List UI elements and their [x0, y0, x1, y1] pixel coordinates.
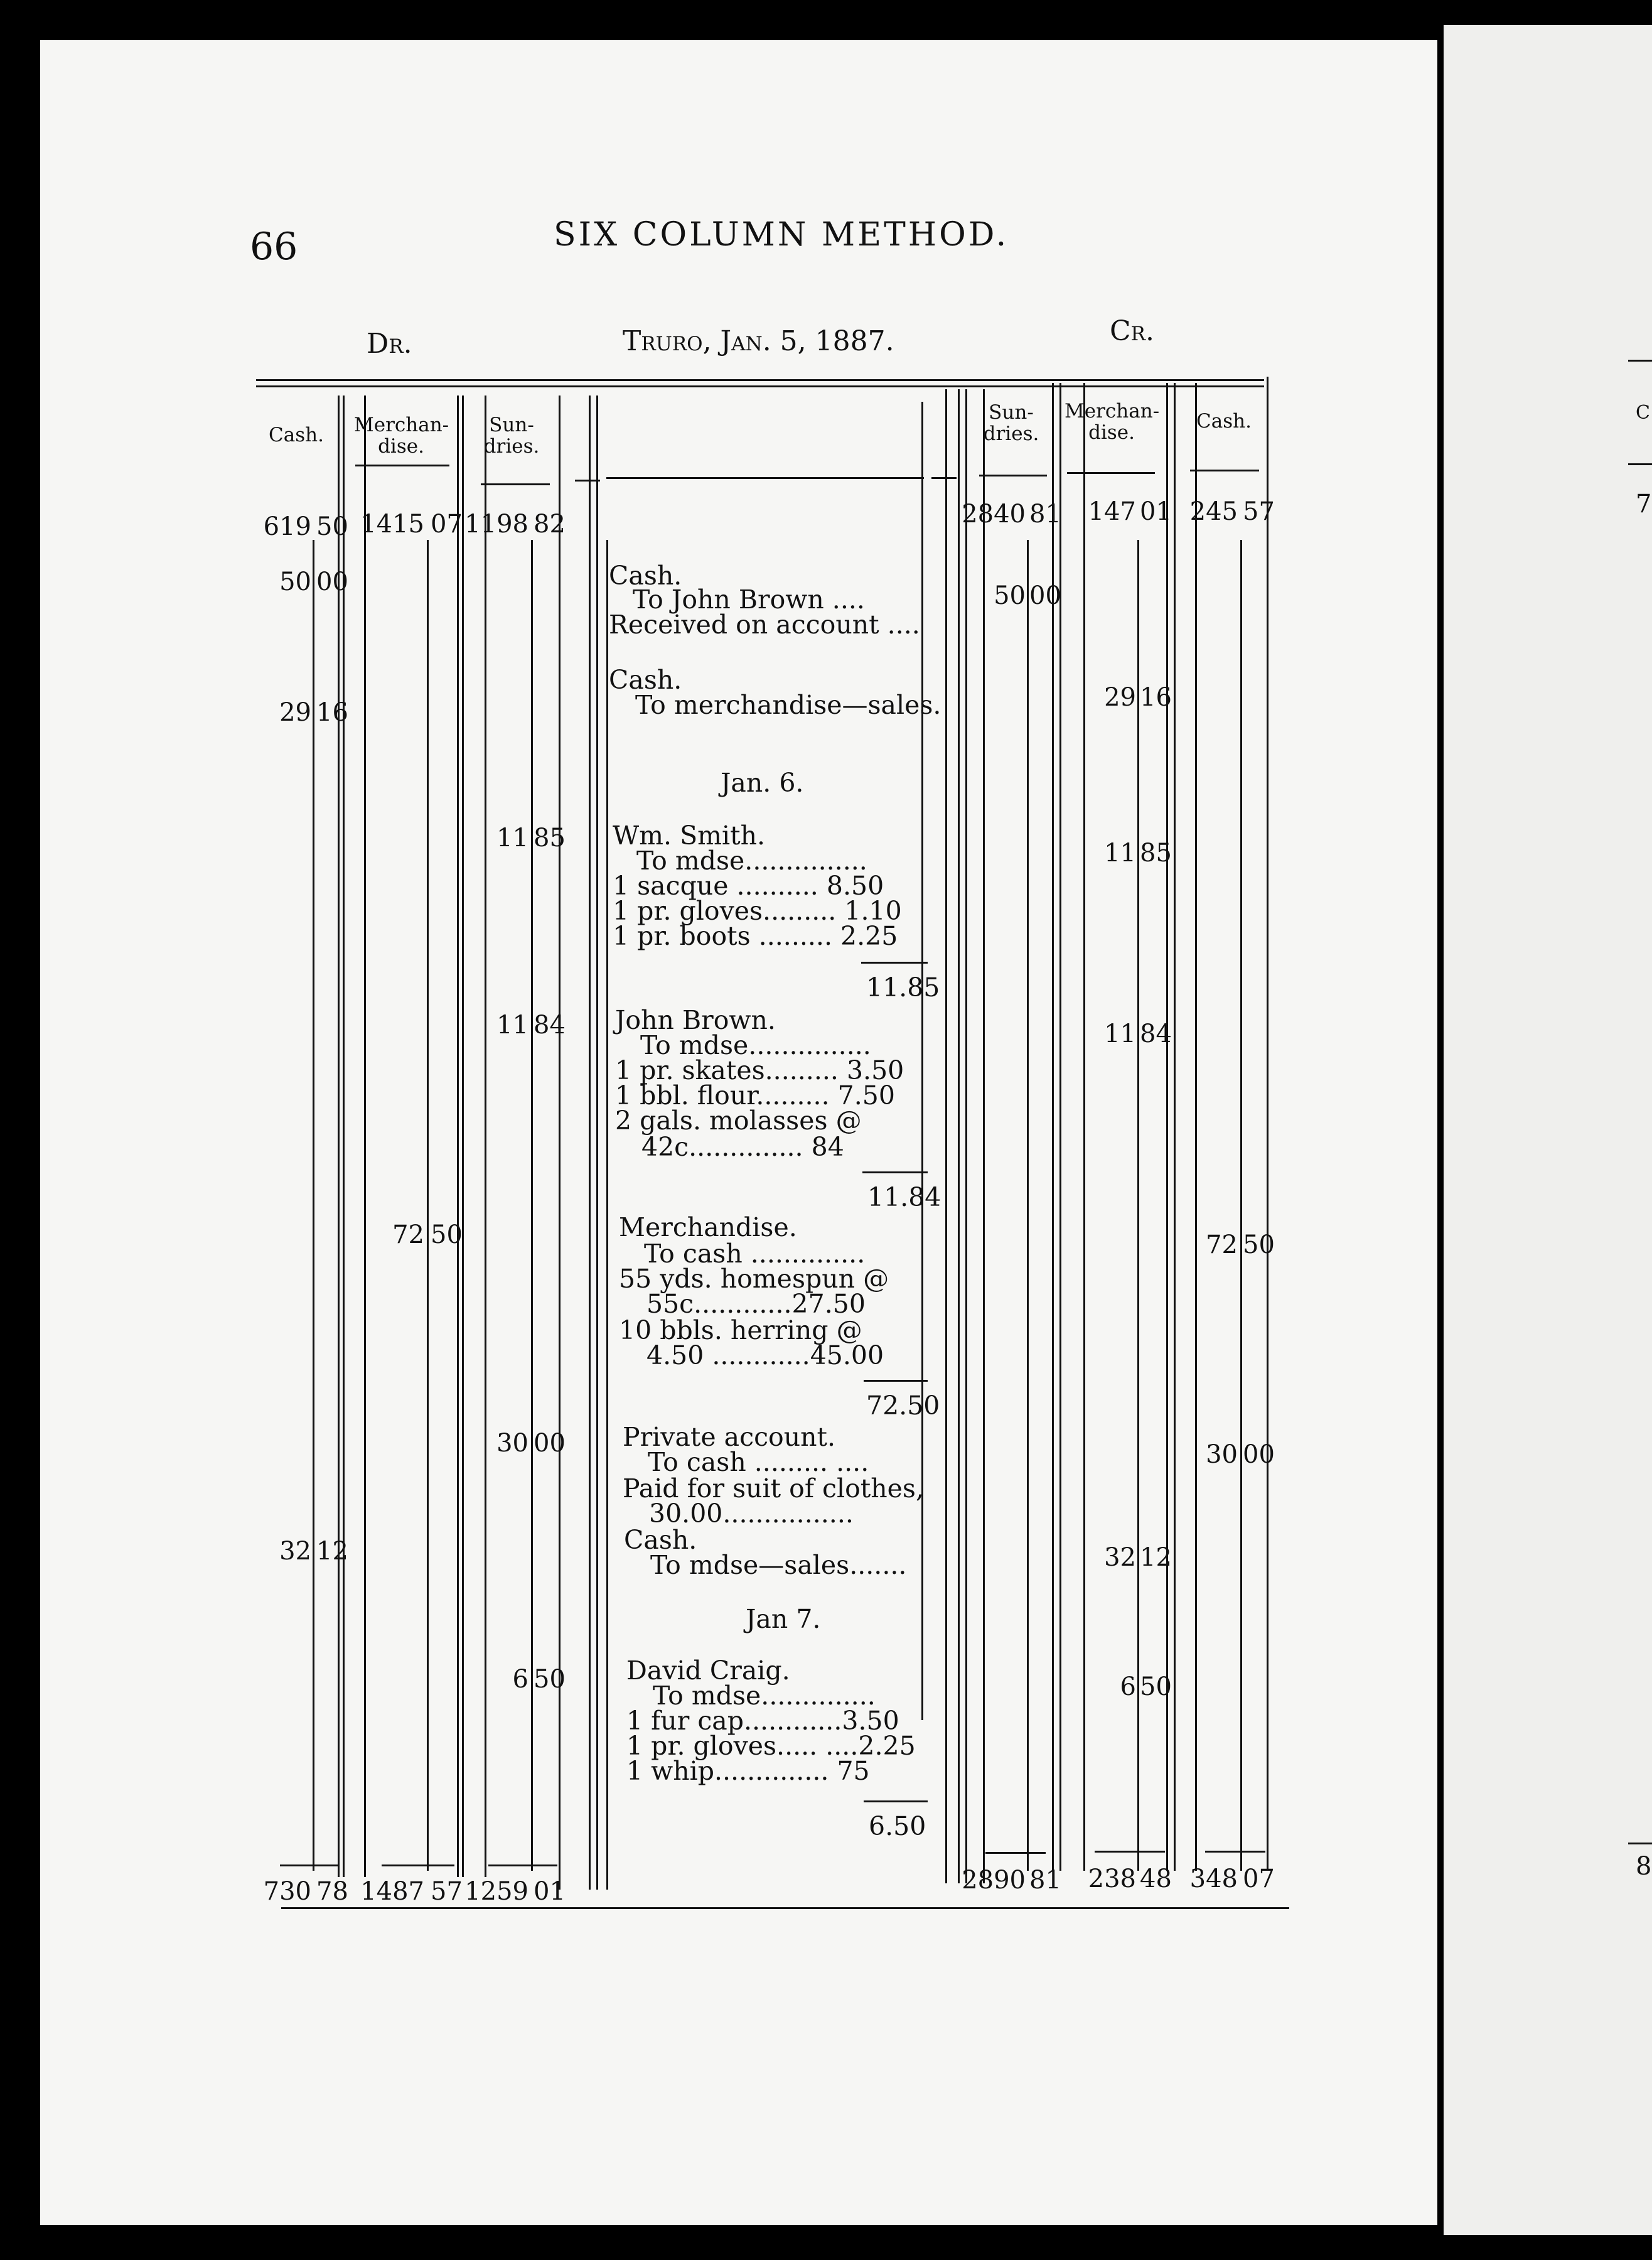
opening-dr-merchandise-cents: 07: [431, 510, 463, 539]
entry4-line: 2 gals. molasses @: [615, 1106, 862, 1136]
entry4-subtotal: 11.84: [867, 1182, 941, 1212]
header-rule: [1067, 472, 1155, 474]
total-dr-merchandise-dollars: 1487: [360, 1877, 424, 1906]
entry1-dr-cash-dollars: 50: [279, 568, 311, 596]
entry3-subtotal: 11.85: [866, 972, 940, 1003]
entry7-line: Cash.: [624, 1525, 697, 1555]
entry3-subtotal-rule: [861, 962, 928, 964]
total-cr-sundries-dollars: 2890: [962, 1866, 1026, 1895]
entry8-dr-sundries-cents: 50: [534, 1665, 566, 1694]
facing-rule: [1628, 1843, 1652, 1844]
column-divider: [1240, 540, 1242, 1871]
total-cr-cash-dollars: 348: [1189, 1864, 1238, 1893]
column-divider: [983, 389, 985, 1883]
total-rule: [985, 1852, 1046, 1854]
entry5-cr-cash-cents: 50: [1243, 1230, 1275, 1259]
date-jan-6: Jan. 6.: [721, 768, 804, 798]
entry7-dr-cash-cents: 12: [316, 1537, 348, 1566]
entry2-line: To merchandise—sales.: [635, 690, 941, 720]
column-divider: [921, 402, 923, 1720]
total-dr-sundries-dollars: 1259: [464, 1877, 528, 1906]
total-dr-cash-dollars: 730: [263, 1877, 311, 1906]
entry4-line: 1 bbl. flour......... 7.50: [615, 1080, 895, 1111]
column-header-dr-cash: Cash.: [269, 424, 324, 446]
entry8-line: 1 whip.............. 75: [626, 1756, 870, 1786]
entry8-cr-merchandise-dollars: 6: [1120, 1672, 1136, 1701]
column-divider: [1027, 540, 1029, 1871]
entry3-line: 1 pr. boots ......... 2.25: [613, 921, 898, 951]
column-divider: [485, 396, 486, 1877]
entry4-dr-sundries-cents: 84: [534, 1011, 566, 1040]
column-divider: [343, 396, 345, 1877]
entry8-line: To mdse..............: [653, 1681, 876, 1711]
entry8-dr-sundries-dollars: 6: [512, 1665, 528, 1694]
entry5-dr-merchandise-cents: 50: [431, 1220, 463, 1249]
entry6-line: To cash ......... ....: [648, 1447, 869, 1477]
facing-total-fragment: 8: [1636, 1852, 1652, 1881]
column-divider: [462, 396, 464, 1877]
entry2-line: Cash.: [609, 665, 682, 695]
opening-dr-cash-dollars: 619: [263, 512, 311, 541]
opening-cr-sundries-cents: 81: [1029, 500, 1061, 529]
header-rule: [931, 477, 957, 479]
column-header-cr-cash: Cash.: [1196, 410, 1252, 433]
entry7-cr-merchandise-cents: 12: [1140, 1543, 1172, 1572]
entry3-cr-merchandise-cents: 85: [1140, 839, 1172, 868]
column-divider: [958, 389, 960, 1883]
header-rule: [1190, 470, 1259, 471]
header-rule: [355, 465, 449, 466]
opening-cr-merchandise-dollars: 147: [1088, 497, 1136, 526]
total-cr-merchandise-cents: 48: [1140, 1864, 1172, 1893]
column-divider: [965, 389, 967, 1883]
opening-cr-cash-dollars: 245: [1189, 497, 1238, 526]
entry3-cr-merchandise-dollars: 11: [1104, 839, 1136, 868]
entry4-cr-merchandise-dollars: 11: [1104, 1020, 1136, 1048]
total-cr-cash-cents: 07: [1243, 1864, 1275, 1893]
entry1-line: Cash.: [609, 561, 682, 591]
facing-column-fragment: C: [1636, 402, 1650, 424]
entry2-cr-merchandise-dollars: 29: [1104, 683, 1136, 712]
page-number: 66: [250, 225, 298, 269]
opening-dr-cash-cents: 50: [316, 512, 348, 541]
total-dr-sundries-cents: 01: [534, 1877, 566, 1906]
column-divider: [457, 396, 459, 1877]
entry5-line: To cash ..............: [644, 1239, 866, 1269]
column-divider: [364, 396, 366, 1877]
column-divider: [945, 389, 947, 1883]
column-divider: [589, 396, 591, 1890]
column-divider: [313, 540, 314, 1871]
opening-cr-sundries-dollars: 2840: [962, 500, 1026, 529]
entry6-line: Paid for suit of clothes,: [623, 1473, 925, 1504]
column-divider: [427, 540, 429, 1871]
entry4-line: 1 pr. skates......... 3.50: [615, 1055, 904, 1085]
entry5-line: Merchandise.: [619, 1212, 797, 1242]
column-divider: [1166, 383, 1168, 1871]
credit-heading: Cr.: [1110, 315, 1154, 347]
page-title: SIX COLUMN METHOD.: [554, 216, 1009, 254]
opening-cr-merchandise-cents: 01: [1140, 497, 1172, 526]
column-header-cr-merchandise: Merchan-dise.: [1065, 400, 1160, 444]
entry1-cr-sundries-cents: 00: [1029, 581, 1061, 610]
entry6-dr-sundries-dollars: 30: [496, 1429, 528, 1458]
entry5-subtotal-rule: [864, 1380, 928, 1382]
facing-rule: [1628, 463, 1652, 465]
header-rule: [606, 477, 924, 479]
opening-cr-cash-cents: 57: [1243, 497, 1275, 526]
top-rule: [256, 385, 1264, 387]
entry1-cr-sundries-dollars: 50: [994, 581, 1026, 610]
entry5-line: 10 bbls. herring @: [619, 1315, 862, 1345]
column-divider: [1267, 377, 1268, 1871]
column-header-dr-sundries: Sun-dries.: [483, 414, 540, 458]
column-divider: [338, 396, 340, 1877]
total-rule: [488, 1864, 557, 1866]
entry3-dr-sundries-dollars: 11: [496, 824, 528, 853]
entry4-line: 42c.............. 84: [641, 1132, 844, 1162]
entry7-dr-cash-dollars: 32: [279, 1537, 311, 1566]
top-rule: [256, 379, 1264, 381]
total-dr-merchandise-cents: 57: [431, 1877, 463, 1906]
facing-value-fragment: 7: [1636, 490, 1652, 519]
entry4-line: John Brown.: [615, 1005, 776, 1035]
entry8-line: 1 pr. gloves..... ....2.25: [626, 1731, 916, 1761]
total-rule: [1095, 1851, 1165, 1853]
column-divider: [531, 540, 533, 1871]
total-rule: [382, 1864, 454, 1866]
debit-heading: Dr.: [367, 328, 412, 360]
entry5-line: 55 yds. homespun @: [619, 1264, 889, 1294]
entry1-line: To John Brown ....: [633, 584, 865, 615]
facing-rule: [1628, 360, 1652, 362]
entry5-cr-cash-dollars: 72: [1206, 1230, 1238, 1259]
total-dr-cash-cents: 78: [316, 1877, 348, 1906]
entry6-dr-sundries-cents: 00: [534, 1429, 566, 1458]
total-rule: [1205, 1851, 1265, 1853]
entry4-dr-sundries-dollars: 11: [496, 1011, 528, 1040]
entry8-line: 1 fur cap............3.50: [626, 1706, 899, 1736]
column-header-cr-sundries: Sun-dries.: [983, 401, 1039, 445]
entry8-line: David Craig.: [626, 1655, 790, 1686]
date-heading: Truro, Jan. 5, 1887.: [623, 325, 894, 357]
entry6-cr-cash-cents: 00: [1243, 1440, 1275, 1469]
entry3-line: 1 pr. gloves......... 1.10: [613, 896, 902, 926]
entry5-line: 4.50 ............45.00: [646, 1340, 884, 1370]
entry1-line: Received on account ....: [609, 610, 920, 640]
column-divider: [1083, 383, 1085, 1871]
entry5-dr-merchandise-dollars: 72: [392, 1220, 424, 1249]
opening-dr-sundries-cents: 82: [534, 510, 566, 539]
entry4-line: To mdse...............: [640, 1030, 871, 1060]
column-divider: [596, 396, 598, 1890]
date-jan-7: Jan 7.: [746, 1604, 821, 1634]
entry2-cr-merchandise-cents: 16: [1140, 683, 1172, 712]
entry3-line: Wm. Smith.: [613, 821, 766, 851]
entry4-subtotal-rule: [862, 1171, 928, 1173]
entry7-cr-merchandise-dollars: 32: [1104, 1543, 1136, 1572]
bottom-rule: [281, 1907, 1289, 1909]
total-cr-sundries-cents: 81: [1029, 1866, 1061, 1895]
opening-dr-sundries-dollars: 1198: [464, 510, 528, 539]
total-rule: [280, 1864, 339, 1866]
facing-page: [1444, 25, 1652, 2235]
header-rule: [481, 483, 550, 485]
column-header-dr-merchandise: Merchan-dise.: [354, 414, 449, 458]
entry2-dr-cash-cents: 16: [316, 698, 348, 727]
entry7-line: To mdse—sales.......: [650, 1550, 907, 1580]
entry8-cr-merchandise-cents: 50: [1140, 1672, 1172, 1701]
column-divider: [1137, 540, 1139, 1871]
entry5-line: 55c............27.50: [646, 1289, 866, 1319]
entry4-cr-merchandise-cents: 84: [1140, 1020, 1172, 1048]
column-divider: [1174, 383, 1176, 1871]
header-rule: [979, 475, 1047, 476]
entry1-dr-cash-cents: 00: [316, 568, 348, 596]
total-cr-merchandise-dollars: 238: [1088, 1864, 1136, 1893]
entry6-cr-cash-dollars: 30: [1206, 1440, 1238, 1469]
column-divider: [1195, 383, 1197, 1871]
entry3-line: 1 sacque .......... 8.50: [613, 871, 884, 901]
entry6-line: 30.00................: [649, 1499, 854, 1529]
opening-dr-merchandise-dollars: 1415: [360, 510, 424, 539]
column-divider: [606, 540, 608, 1890]
entry2-dr-cash-dollars: 29: [279, 698, 311, 727]
entry6-line: Private account.: [623, 1422, 836, 1452]
entry3-dr-sundries-cents: 85: [534, 824, 566, 853]
entry8-subtotal: 6.50: [869, 1811, 926, 1841]
entry3-line: To mdse...............: [636, 846, 867, 876]
entry5-subtotal: 72.50: [866, 1391, 940, 1421]
entry8-subtotal-rule: [864, 1800, 928, 1802]
